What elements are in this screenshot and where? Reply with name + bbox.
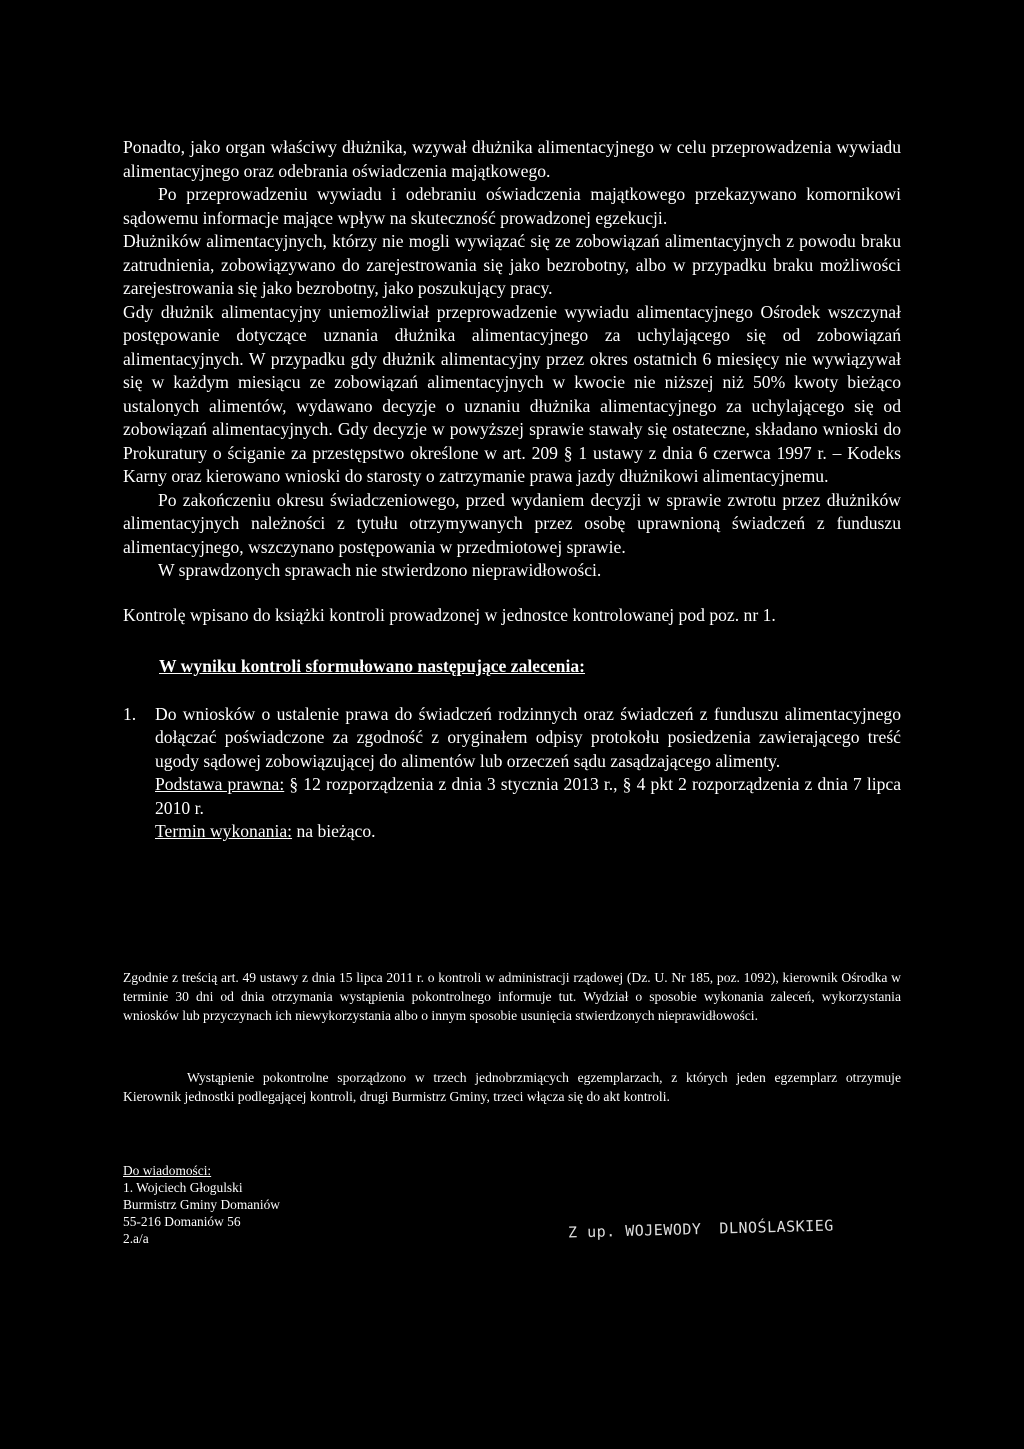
paragraph-summons: Ponadto, jako organ właściwy dłużnika, wzywał dłużnika alimentacyjnego w celu przeprowadzenia wywiadu alimentacyjnego oraz odebrania oświadczenia majątkowego. [123, 137, 901, 181]
recommendation-item [123, 703, 901, 844]
official-stamp [568, 1217, 834, 1242]
distribution-line: 2.a/a [123, 1231, 149, 1246]
deadline-text: na bieżąco. [292, 821, 376, 841]
recommendations-list [123, 703, 901, 844]
recommendations-heading: W wyniku kontroli sformułowano następujące zalecenia: [159, 656, 586, 676]
distribution-list [123, 1162, 280, 1247]
distribution-line: 55-216 Domaniów 56 [123, 1214, 241, 1229]
recommendation-number: 1. [123, 703, 137, 724]
distribution-label: Do wiadomości: [123, 1163, 212, 1178]
distribution-line: 1. Wojciech Głogulski [123, 1180, 243, 1195]
paragraph-no-irregularities: W sprawdzonych sprawach nie stwierdzono nieprawidłowości. [158, 560, 602, 580]
deadline-label: Termin wykonania: [155, 821, 293, 841]
legal-note [123, 968, 901, 1025]
paragraph-evasion-procedure: Gdy dłużnik alimentacyjny uniemożliwiał przeprowadzenie wywiadu alimentacyjnego Ośrodek wszczynał postępowanie dotyczące uznania dłużnika alimentacyjnego za uchylającego się od zobowiązań alimentacyjnych. W przypadku gdy dłużnik alimentacyjny przez okres ostatnich 6 miesięcy nie wywiązywał się w każdym miesiącu ze zobowiązań alimentacyjnych w kwocie nie niższej niż 50% kwoty bieżąco ustalonych alimentów, wydawano decyzje o uznaniu dłużnika alimentacyjnego za uchylającego się od zobowiązań alimentacyjnych. Gdy decyzje w powyższej sprawie stawały się ostateczne, składano wnioski do Prokuratury o ściganie za przestępstwo określone w art. 209 § 1 ustawy z dnia 6 czerwca 1997 r. – Kodeks Karny oraz kierowano wnioski do starosty o zatrzymanie prawa jazdy dłużnikowi alimentacyjnemu. [123, 301, 901, 486]
paragraph-unemployed-debtors: Dłużników alimentacyjnych, którzy nie mogli wywiązać się ze zobowiązań alimentacyjnych z powodu braku zatrudnienia, zobowiązywano do zarejestrowania się jako bezrobotny, albo w przypadku braku możliwości zarejestrowania się jako bezrobotny, jako poszukujący pracy. [123, 231, 901, 298]
legal-basis-line [155, 773, 901, 820]
deadline-line [155, 820, 901, 844]
stamp-text-part: DLNOŚLASKIEG [719, 1216, 835, 1238]
legal-basis-label: Podstawa prawna: [155, 774, 285, 794]
stamp-text-part: Z up. WOJEWODY [567, 1219, 702, 1242]
legal-basis-text: § 12 rozporządzenia z dnia 3 stycznia 2013 r., § 4 pkt 2 rozporządzenia z dnia 7 lipca 2010 r. [155, 774, 902, 818]
copies-note [123, 1068, 901, 1106]
main-text-block [123, 136, 901, 844]
paragraph-control-book: Kontrolę wpisano do książki kontroli prowadzonej w jednostce kontrolowanej pod poz. nr 1. [123, 604, 776, 625]
recommendation-text: Do wniosków o ustalenie prawa do świadczeń rodzinnych oraz świadczeń z funduszu alimentacyjnego dołączać poświadczone za zgodność z oryginałem odpisy protokołu posiedzenia zawierającego treść ugody sądowej zobowiązującej do alimentów lub orzeczeń sądu zasądzającego alimenty. [155, 703, 901, 771]
paragraph-refund-proceedings: Po zakończeniu okresu świadczeniowego, przed wydaniem decyzji w sprawie zwrotu przez dłużników alimentacyjnych należności z tytułu otrzymywanych przez osobę uprawnioną świadczeń z funduszu alimentacyjnego, wszczynano postępowania w przedmiotowej sprawie. [123, 489, 901, 557]
copies-note-text: Wystąpienie pokontrolne sporządzono w trzech jednobrzmiących egzemplarzach, z których jeden egzemplarz otrzymuje Kierownik jednostki podlegającej kontroli, drugi Burmistrz Gminy, trzeci włącza się do akt kontroli. [123, 1070, 901, 1104]
legal-note-text: Zgodnie z treścią art. 49 ustawy z dnia 15 lipca 2011 r. o kontroli w administracji rządowej (Dz. U. Nr 185, poz. 1092), kierownik Ośrodka w terminie 30 dni od dnia otrzymania wystąpienia pokontrolnego informuje tut. Wydział o sposobie wykonania zaleceń, wykorzystania wniosków lub przyczynach ich niewykorzystania albo o innym sposobie usunięcia stwierdzonych nieprawidłowości. [123, 970, 901, 1023]
paragraph-bailiff-info: Po przeprowadzeniu wywiadu i odebraniu oświadczenia majątkowego przekazywano komornikowi sądowemu informacje mające wpływ na skuteczność prowadzonej egzekucji. [123, 184, 901, 228]
distribution-line: Burmistrz Gminy Domaniów [123, 1197, 280, 1212]
